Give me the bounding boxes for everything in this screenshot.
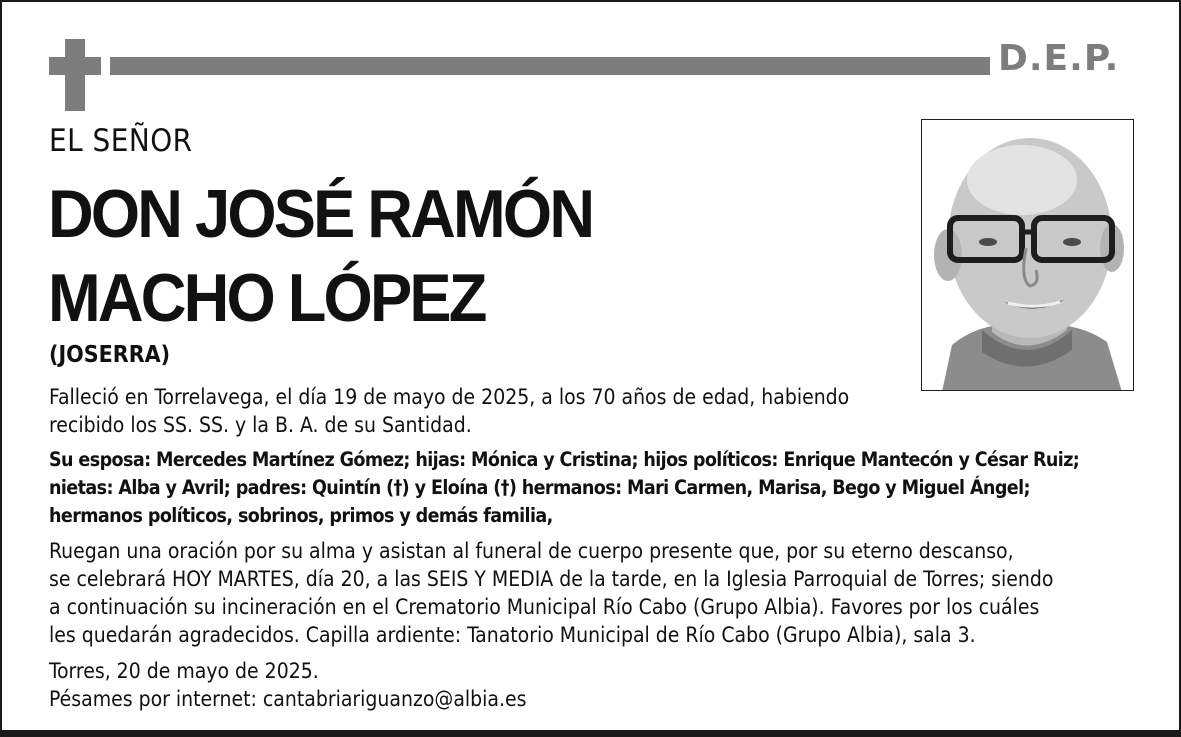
header-rule <box>110 57 990 75</box>
family-line: hermanos políticos, sobrinos, primos y demás familia, <box>49 504 553 527</box>
footer <box>49 657 1129 713</box>
funeral-line: se celebrará HOY MARTES, día 20, a las SEIS Y MEDIA de la tarde, en la Iglesia Parroquial de Torres; siendo <box>49 567 1054 591</box>
intro-title: EL SEÑOR <box>49 123 193 159</box>
family-list <box>49 446 1129 530</box>
funeral-line: Ruegan una oración por su alma y asistan al funeral de cuerpo presente que, por su eterno descanso, <box>49 539 1014 563</box>
name-line-2: MACHO LÓPEZ <box>48 260 485 336</box>
latin-cross-icon <box>49 39 101 111</box>
funeral-line: les quedarán agradecidos. Capilla ardiente: Tanatorio Municipal de Río Cabo (Grupo Albia), sala 3. <box>49 623 976 647</box>
family-line: Su esposa: Mercedes Martínez Gómez; hijas: Mónica y Cristina; hijos políticos: Enrique Mantecón y César Ruiz; <box>49 448 1080 471</box>
date-place: Torres, 20 de mayo de 2025. <box>49 659 319 683</box>
deceased-name <box>48 172 829 340</box>
funeral-line: a continuación su incineración en el Crematorio Municipal Río Cabo (Grupo Albia). Favores por los cuáles <box>49 595 1040 619</box>
name-line-1: DON JOSÉ RAMÓN <box>48 176 593 252</box>
death-notice-line: Falleció en Torrelavega, el día 19 de mayo de 2025, a los 70 años de edad, habiendo <box>49 385 850 409</box>
dep-label: D.E.P. <box>998 38 1120 79</box>
family-line: nietas: Alba y Avril; padres: Quintín (†) y Eloína (†) hermanos: Mari Carmen, Marisa, Bego y Miguel Ángel; <box>49 476 1030 499</box>
death-notice <box>49 383 879 439</box>
portrait-photo <box>921 119 1134 391</box>
nickname: (JOSERRA) <box>49 342 171 368</box>
death-notice-line: recibido los SS. SS. y la B. A. de su Santidad. <box>49 413 472 437</box>
condolences-email: Pésames por internet: cantabriariguanzo@albia.es <box>49 687 527 711</box>
funeral-details <box>49 537 1129 649</box>
